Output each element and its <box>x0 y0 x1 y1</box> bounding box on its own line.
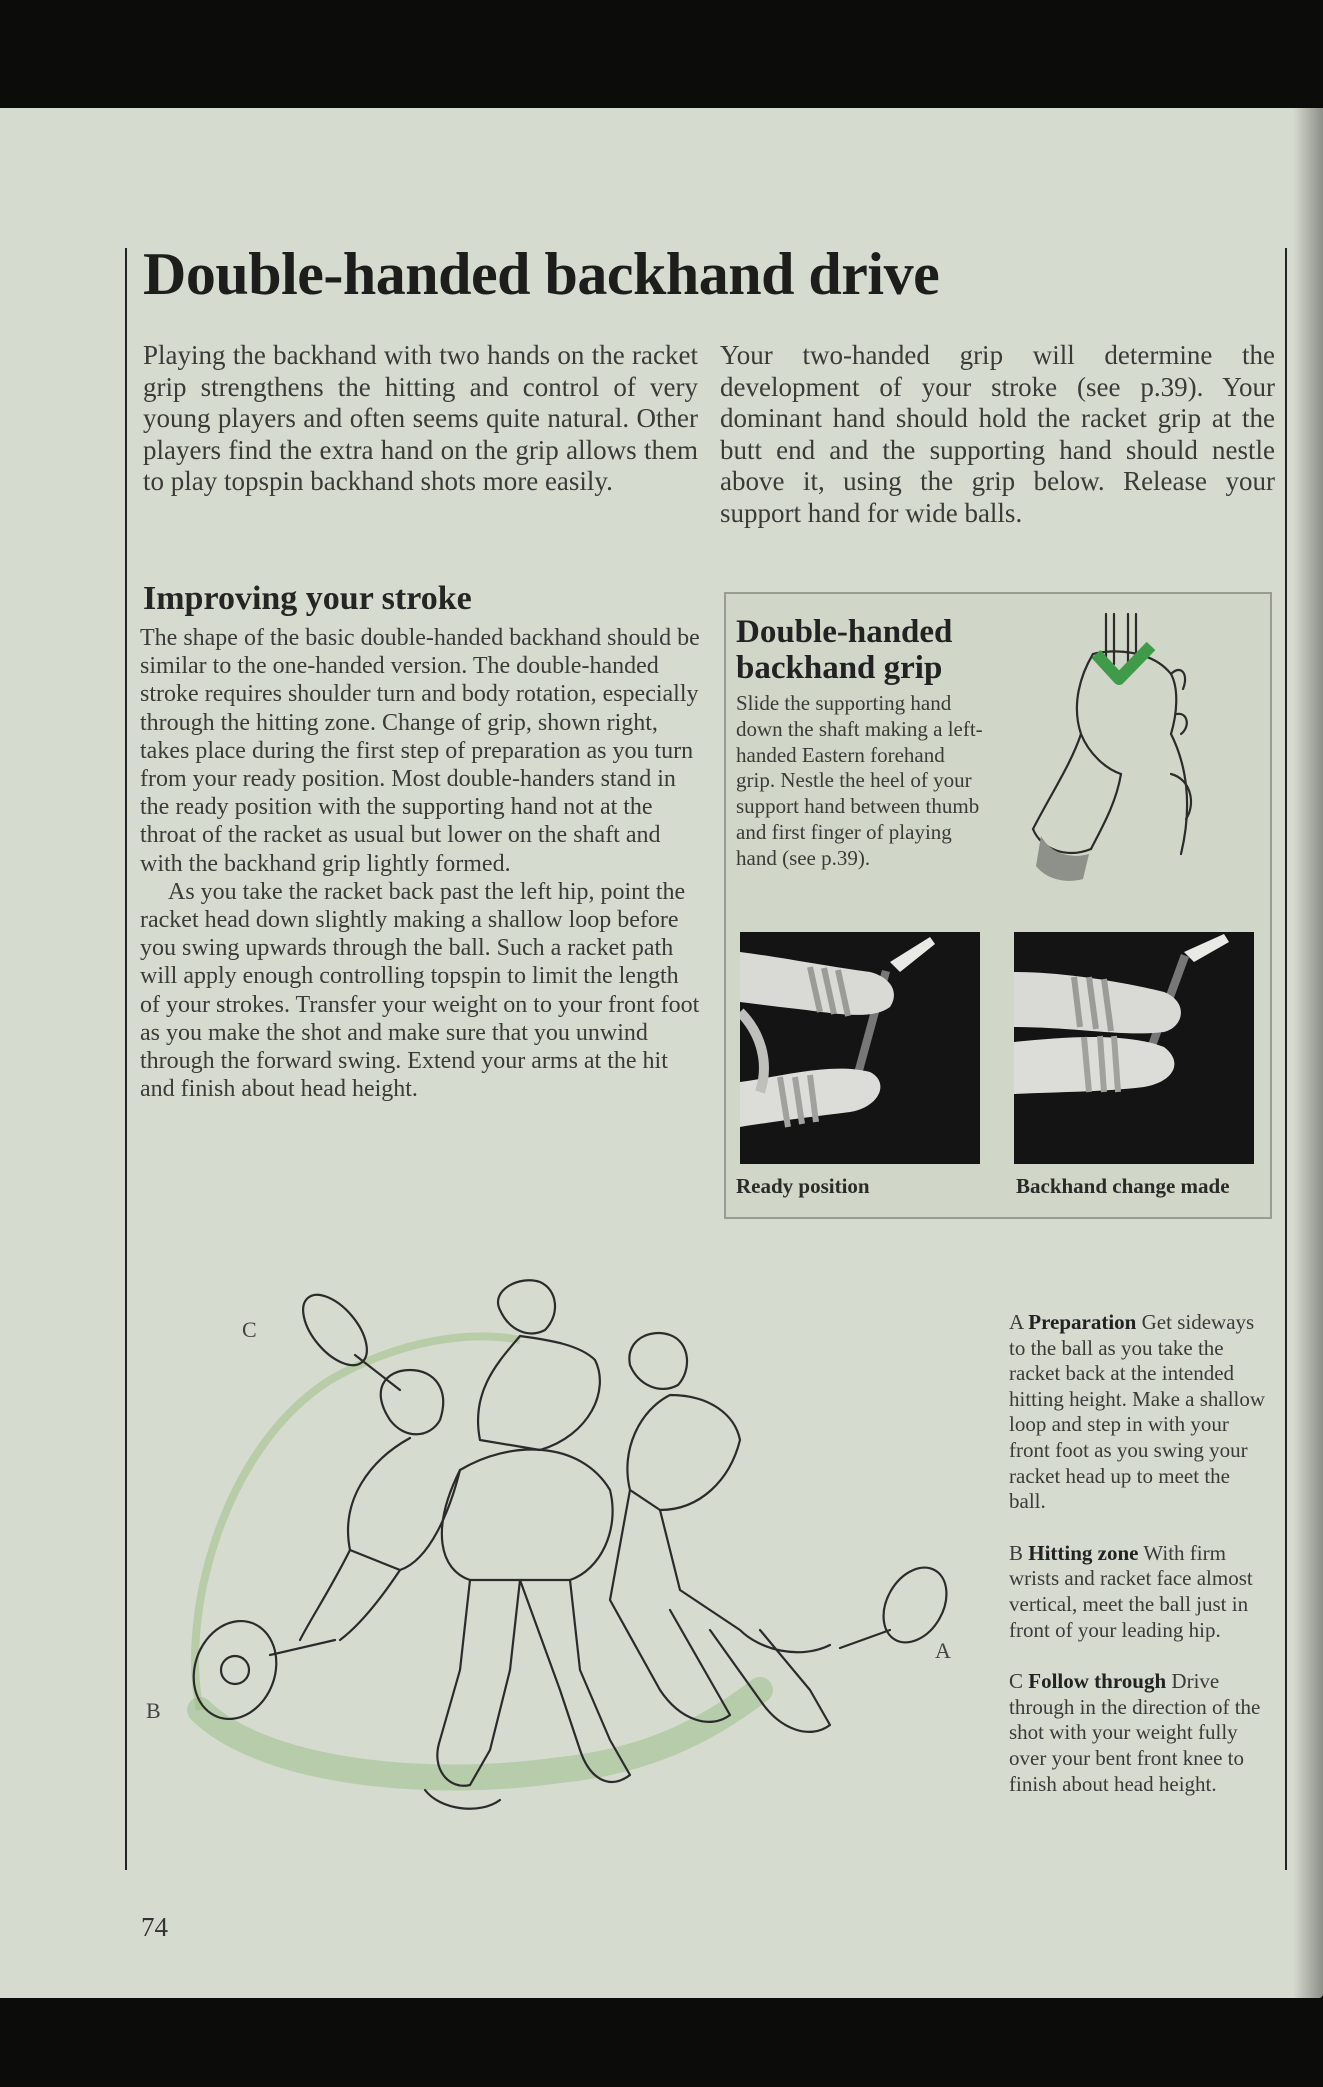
step-b-letter: B <box>1009 1540 1024 1565</box>
section-paragraph-2: As you take the racket back past the left hip, point the racket head down slightly making a shallow loop before you swing upwards through the ball. Such a racket path will apply enough controlling topspin to limit the length of your strokes. Transfer your weight on to your front foot as you make the shot and make sure that you unwind through the forward swing. Extend your arms at the hit and finish about head height. <box>140 878 700 1103</box>
right-margin-rule <box>1285 248 1287 1870</box>
step-a-text: Get sideways to the ball as you take the racket back at the intended hitting height. Make a shallow loop and step in with your front foot as you swing your racket head up to meet the ball. <box>1009 1310 1266 1514</box>
step-a-letter: A <box>1009 1310 1024 1334</box>
page-number: 74 <box>141 1912 168 1942</box>
step-a <box>1009 1310 1271 1515</box>
stroke-steps <box>1009 1310 1271 1823</box>
step-c-title: Follow through <box>1028 1669 1167 1694</box>
step-b-title: Hitting zone <box>1028 1540 1139 1565</box>
grip-box-text: Slide the supporting hand down the shaft making a left-handed Eastern forehand grip. Nestle the heel of your support hand between thumb and first finger of playing hand (see p.39). <box>736 691 983 870</box>
intro-right-paragraph: Your two-handed grip will determine the development of your stroke (see p.39). Your dominant hand should hold the racket grip at the butt end and the supporting hand should nestle above it, using the grip below. Release your support hand for wide balls. <box>720 340 1275 528</box>
grip-sidebar-box <box>724 592 1272 1219</box>
label-c: C <box>242 1317 257 1342</box>
grip-box-title: Double-handed backhand grip <box>736 614 953 686</box>
step-c <box>1009 1669 1271 1797</box>
step-c-letter: C <box>1009 1669 1024 1694</box>
section-heading: Improving your stroke <box>143 580 472 617</box>
intro-left-paragraph: Playing the backhand with two hands on the racket grip strengthens the hitting and control of very young players and often seems quite natural. Other players find the extra hand on the grip allows them to play topspin backhand shots more easily. <box>143 340 698 496</box>
section-body <box>140 624 700 1103</box>
label-a: A <box>935 1638 951 1663</box>
left-margin-rule <box>125 248 127 1870</box>
backhand-change-photo <box>1014 932 1254 1164</box>
stroke-sequence-illustration <box>140 1270 980 1890</box>
swing-path <box>195 1336 520 1710</box>
ready-position-caption: Ready position <box>736 1174 870 1198</box>
page-edge-shadow <box>1293 108 1323 1998</box>
step-b <box>1009 1541 1271 1643</box>
ready-position-photo <box>740 932 980 1164</box>
backhand-change-caption: Backhand change made <box>1016 1174 1230 1198</box>
section-paragraph-1: The shape of the basic double-handed backhand should be similar to the one-handed version. The double-handed stroke requires shoulder turn and body rotation, especially through the hitting zone. Change of grip, shown right, takes place during the first step of preparation as you turn from your ready position. Most double-handers stand in the ready position with the supporting hand not at the throat of the racket as usual but lower on the shaft and with the backhand grip lightly formed. <box>140 625 700 877</box>
label-b: B <box>146 1698 161 1723</box>
step-a-title: Preparation <box>1028 1310 1137 1334</box>
step-c-text: Drive through in the direction of the shot with your weight fully over your bent front knee to finish about head height. <box>1009 1669 1261 1796</box>
page-title: Double-handed backhand drive <box>143 241 940 307</box>
step-b-text: With firm wrists and racket face almost vertical, meet the ball just in front of your leading hip. <box>1009 1540 1253 1642</box>
grip-hands-illustration <box>1011 604 1241 904</box>
